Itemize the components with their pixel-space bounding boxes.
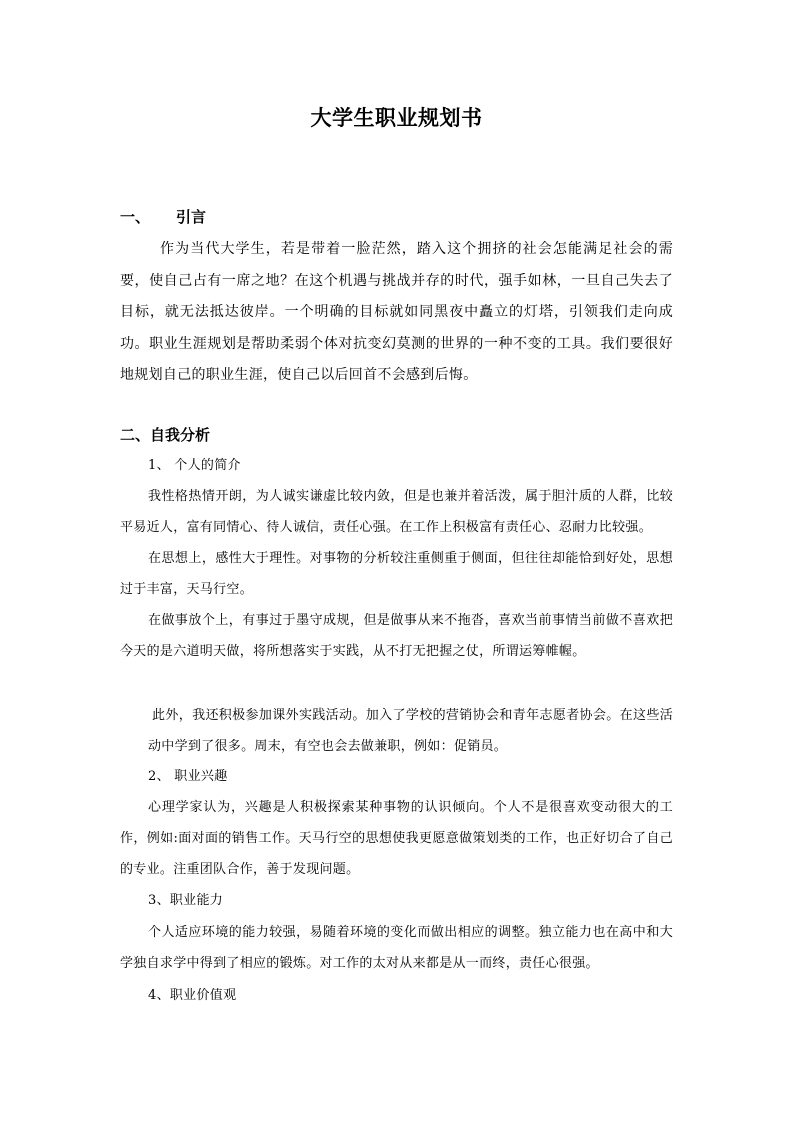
document-title: 大学生职业规划书 bbox=[310, 106, 483, 130]
interest-paragraph: 心理学家认为，兴趣是人积极探索某种事物的认识倾向。个人不是很喜欢变动很大的工作，例如:面对面的销售工作。天马行空的思想使我更愿意做策划类的工作，也正好切合了自己的专业。注重团队合作，善于发现问题。 bbox=[120, 800, 673, 877]
intro-paragraph-personality: 我性格热情开朗，为人诚实谦虚比较内敛，但是也兼并着活泼，属于胆汁质的人群，比较平易近人，富有同情心、待人诚信，责任心强。在工作上积极富有责任心、忍耐力比较强。 bbox=[120, 489, 673, 535]
subsection-4-heading: 4、职业价值观 bbox=[148, 988, 237, 1003]
intro-paragraph-working: 在做事放个上，有事过于墨守成规，但是做事从来不拖沓，喜欢当前事情当前做不喜欢把今天的是六道明天做，将所想落实于实践，从不打无把握之仗，所谓运筹帷幄。 bbox=[120, 613, 673, 659]
subsection-2-heading: 2、 职业兴趣 bbox=[148, 769, 228, 784]
section-1-number: 一、 bbox=[120, 208, 151, 226]
section-2-heading: 二、自我分析 bbox=[120, 426, 211, 444]
activities-paragraph: 此外，我还积极参加课外实践活动。加入了学校的营销协会和青年志愿者协会。在这些活动中学到了很多。周末，有空也会去做兼职，例如：促销员。 bbox=[148, 708, 673, 754]
subsection-3-heading: 3、职业能力 bbox=[148, 893, 224, 908]
subsection-1-heading: 1、 个人的简介 bbox=[148, 458, 241, 473]
intro-paragraph-thinking: 在思想上，感性大于理性。对事物的分析较注重侧重于侧面，但往往却能恰到好处，思想过于丰富，天马行空。 bbox=[120, 551, 673, 597]
intro-paragraph: 作为当代大学生，若是带着一脸茫然，踏入这个拥挤的社会怎能满足社会的需要，使自己占有一席之地？在这个机遇与挑战并存的时代，强手如林，一旦自己失去了目标，就无法抵达彼岸。一个明确的目标就如同黑夜中矗立的灯塔，引领我们走向成功。职业生涯规划是帮助柔弱个体对抗变幻莫测的世界的一种不变的工具。我们要很好地规划自己的职业生涯，使自己以后回首不会感到后悔。 bbox=[120, 241, 673, 383]
section-1-heading bbox=[120, 206, 206, 228]
ability-paragraph: 个人适应环境的能力较强，易随着环境的变化而做出相应的调整。独立能力也在高中和大学独自求学中得到了相应的锻炼。对工作的太对从来都是从一而终，责任心很强。 bbox=[120, 925, 673, 971]
section-1-title: 引言 bbox=[176, 208, 207, 226]
